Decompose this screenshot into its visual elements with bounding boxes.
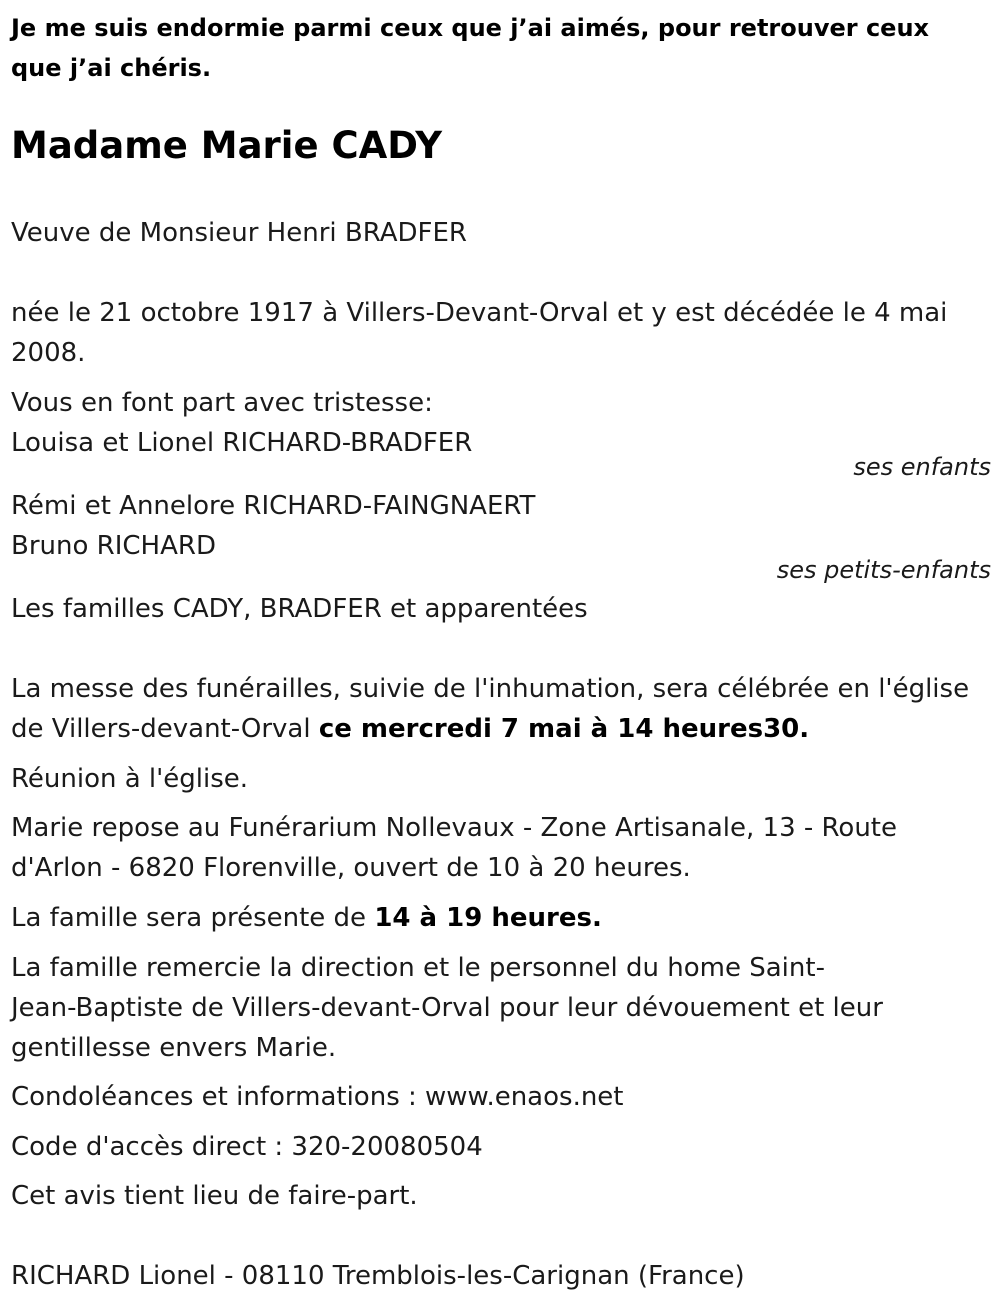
access-code-line: Code d'accès direct : 320-20080504 xyxy=(11,1132,483,1162)
condolences-line: Condoléances et informations : www.enaos.net xyxy=(11,1082,624,1112)
grandchildren-names-2: Bruno RICHARD xyxy=(11,531,216,561)
announcement-intro: Vous en font part avec tristesse: xyxy=(11,388,433,418)
grandchildren-names-1: Rémi et Annelore RICHARD-FAINGNAERT xyxy=(11,491,536,521)
family-presence-hours: 14 à 19 heures. xyxy=(374,903,602,933)
ceremony-line-1: La messe des funérailles, suivie de l'inhumation, sera célébrée en l'église xyxy=(11,674,970,704)
thanks-line-3: gentillesse envers Marie. xyxy=(11,1033,337,1063)
ceremony-datetime: ce mercredi 7 mai à 14 heures30. xyxy=(318,714,810,744)
birth-death-line: née le 21 octobre 1917 à Villers-Devant-Orval et y est décédée le 4 mai 2008. xyxy=(11,298,948,368)
thanks-line-2: Jean-Baptiste de Villers-devant-Orval pour leur dévouement et leur xyxy=(11,993,883,1023)
other-families: Les familles CADY, BRADFER et apparentées xyxy=(11,594,588,624)
ceremony-place: de Villers-devant-Orval xyxy=(11,714,319,744)
thanks-line-1: La famille remercie la direction et le personnel du home Saint- xyxy=(11,953,825,983)
widow-of-line: Veuve de Monsieur Henri BRADFER xyxy=(11,218,467,248)
children-role: ses enfants xyxy=(853,453,991,481)
deceased-name: Madame Marie CADY xyxy=(11,124,443,167)
children-names: Louisa et Lionel RICHARD-BRADFER xyxy=(11,428,473,458)
family-presence-prefix: La famille sera présente de xyxy=(11,903,375,933)
notice-line: Cet avis tient lieu de faire-part. xyxy=(11,1181,418,1211)
meeting-line: Réunion à l'église. xyxy=(11,764,249,794)
contact-line: RICHARD Lionel - 08110 Tremblois-les-Carignan (France) xyxy=(11,1261,745,1291)
family-presence-line xyxy=(11,898,602,938)
funerarium-line-1: Marie repose au Funérarium Nollevaux - Zone Artisanale, 13 - Route xyxy=(11,813,897,843)
funerarium-line-2: d'Arlon - 6820 Florenville, ouvert de 10 à 20 heures. xyxy=(11,853,691,883)
grandchildren-role: ses petits-enfants xyxy=(776,556,991,584)
ceremony-line-2 xyxy=(11,709,809,749)
epigraph-quote: Je me suis endormie parmi ceux que j’ai aimés, pour retrouver ceux que j’ai chéris. xyxy=(11,14,930,82)
